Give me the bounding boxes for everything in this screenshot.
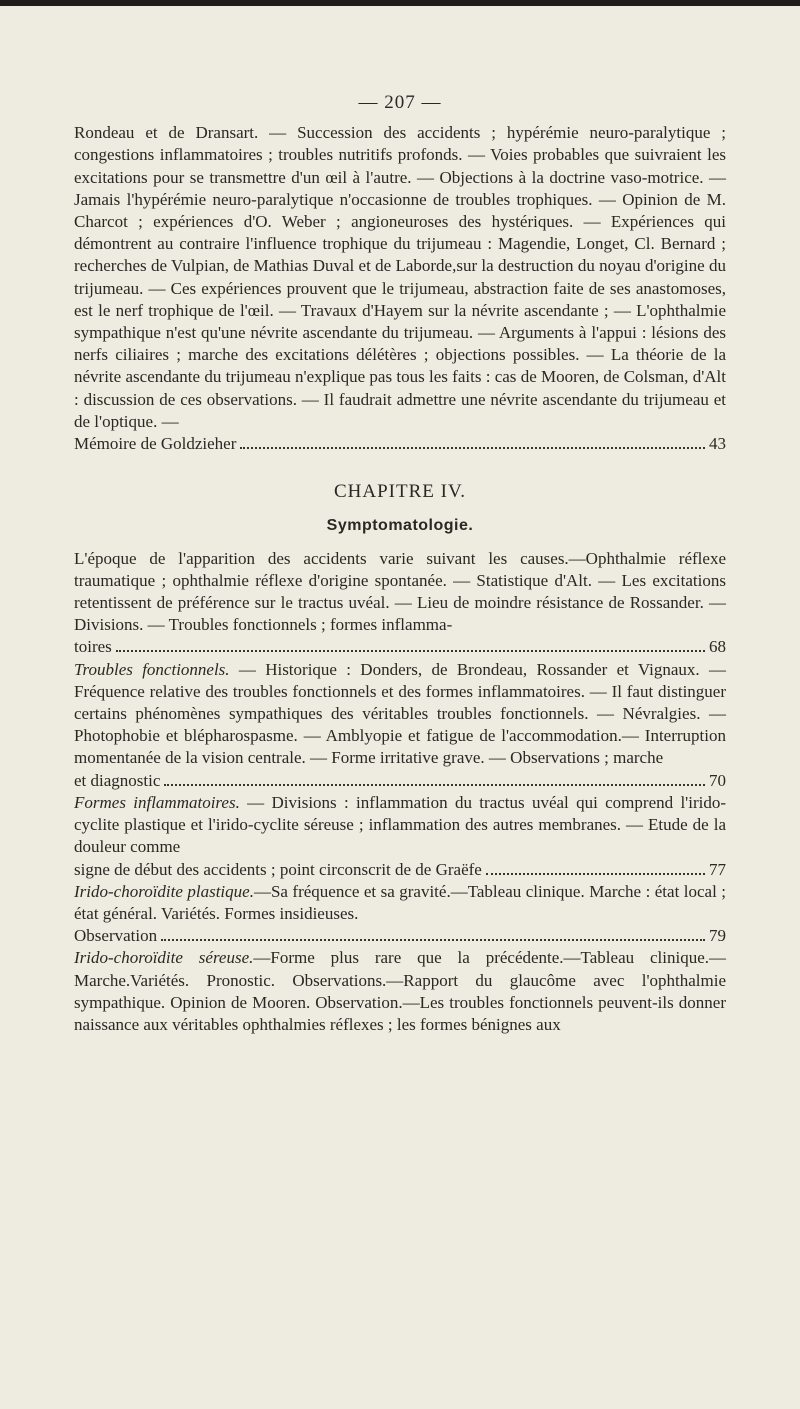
- entry-page: 79: [709, 926, 726, 946]
- entry-leader: [74, 636, 726, 658]
- entry-leader: [74, 859, 726, 881]
- dot-leader: [161, 939, 705, 941]
- entry-last-line: signe de début des accidents ; point circonscrit de de Graëfe: [74, 859, 482, 879]
- entry-text: Troubles fonctionnels. — Historique : Donders, de Brondeau, Rossander et Vignaux. — Fréquence relative des troubles fonctionnels et des formes inflammatoires. — Il faut distinguer certains phénomènes sympathiques des véritables troubles fonctionnels. — Névralgies. — Photophobie et blépharospasme. — Amblyopie et fatigue de l'accommodation.— Interruption momentanée de la vision centrale. — Forme irritative grave. — Observations ; marche: [74, 659, 726, 768]
- dot-leader: [164, 784, 705, 786]
- chapter-heading: CHAPITRE IV.: [334, 481, 466, 503]
- toc-entry-symptomatologie: [74, 548, 726, 659]
- dot-leader: [116, 650, 705, 652]
- entry-text: Irido-choroïdite plastique.—Sa fréquence et sa gravité.—Tableau clinique. Marche : état local ; état général. Variétés. Formes insidieuses.: [74, 881, 726, 923]
- top-edge-bar: [0, 0, 800, 6]
- entry-text: L'époque de l'apparition des accidents varie suivant les causes.—Ophthalmie réflexe traumatique ; ophthalmie réflexe d'origine spontanée. — Statistique d'Alt. — Les excitations retentissent de préférence sur le tractus uvéal. — Lieu de moindre résistance de Rossander. — Divisions. — Troubles fonctionnels ; formes inflamma-: [74, 548, 726, 635]
- entry-text: Rondeau et de Dransart. — Succession des accidents ; hypérémie neuro-paralytique ; congestions inflammatoires ; troubles nutritifs profonds. — Voies probables que suivraient les excitations pour se transmettre d'un œil à l'autre. — Objections à la doctrine vaso-motrice. — Jamais l'hypérémie neuro-paralytique n'occasionne de troubles trophiques. — Opinion de M. Charcot ; expériences d'O. Weber ; angioneuroses des hystériques. — Expériences qui démontrent au contraire l'influence trophique du trijumeau : Magendie, Longet, Cl. Bernard ; recherches de Vulpian, de Mathias Duval et de Laborde,sur la destruction du noyau d'origine du trijumeau. — Ces expériences prouvent que le trijumeau, abstraction faite de ses anastomoses, est le nerf trophique de l'œil. — Travaux d'Hayem sur la névrite ascendante ; — L'ophthalmie sympathique n'est qu'une névrite ascendante du trijumeau. — Arguments à l'appui : lésions des nerfs ciliaires ; marche des excitations délétères ; objections possibles. — La théorie de la névrite ascendante du trijumeau n'explique pas tous les faits : cas de Mooren, de Colsman, d'Alt : discussion de ces observations. — Il faudrait admettre une névrite ascendante du trijumeau et de l'optique. —: [74, 123, 726, 431]
- section-heading: Symptomatologie.: [326, 517, 474, 535]
- book-page: [74, 92, 726, 1036]
- toc-entry-irido-choroidite-plastique: [74, 881, 726, 948]
- entry-page: 77: [709, 859, 726, 879]
- entry-lead: Irido-choroïdite plastique.: [74, 881, 254, 901]
- page-number: — 207 —: [358, 92, 442, 113]
- toc-entry-chapter-iii-end: [74, 122, 726, 455]
- dot-leader: [486, 873, 705, 875]
- entry-page: 68: [709, 637, 726, 657]
- entry-leader: [74, 925, 726, 947]
- entry-last-line: Observation: [74, 926, 158, 946]
- entry-text: Formes inflammatoires. — Divisions : inflammation du tractus uvéal qui comprend l'irido-cyclite plastique et l'irido-cyclite séreuse ; inflammation des autres membranes. — Etude de la douleur comme: [74, 792, 726, 857]
- toc-entry-irido-choroidite-sereuse: [74, 947, 726, 1036]
- entry-last-line: et diagnostic: [74, 770, 161, 790]
- entry-page: 70: [709, 770, 726, 790]
- toc-entry-troubles-fonctionnels: [74, 659, 726, 792]
- entry-leader: [74, 433, 726, 455]
- entry-text: Irido-choroïdite séreuse.—Forme plus rare que la précédente.—Tableau clinique.—Marche.Variétés. Pronostic. Observations.—Rapport du glaucôme avec l'ophthalmie sympathique. Opinion de Mooren. Observation.—Les troubles fonctionnels peuvent-ils donner naissance aux véritables ophthalmies réflexes ; les formes bénignes aux: [74, 948, 726, 1034]
- entry-lead: Irido-choroïdite séreuse.: [74, 948, 254, 968]
- entry-lead: Troubles fonctionnels.: [74, 659, 230, 679]
- entry-last-line: Mémoire de Goldzieher: [74, 434, 237, 454]
- entry-leader: [74, 770, 726, 792]
- entry-last-line: toires: [74, 637, 112, 657]
- entry-lead: Formes inflammatoires.: [74, 792, 240, 812]
- entry-page: 43: [709, 434, 726, 454]
- toc-entry-formes-inflammatoires: [74, 792, 726, 881]
- dot-leader: [240, 447, 705, 449]
